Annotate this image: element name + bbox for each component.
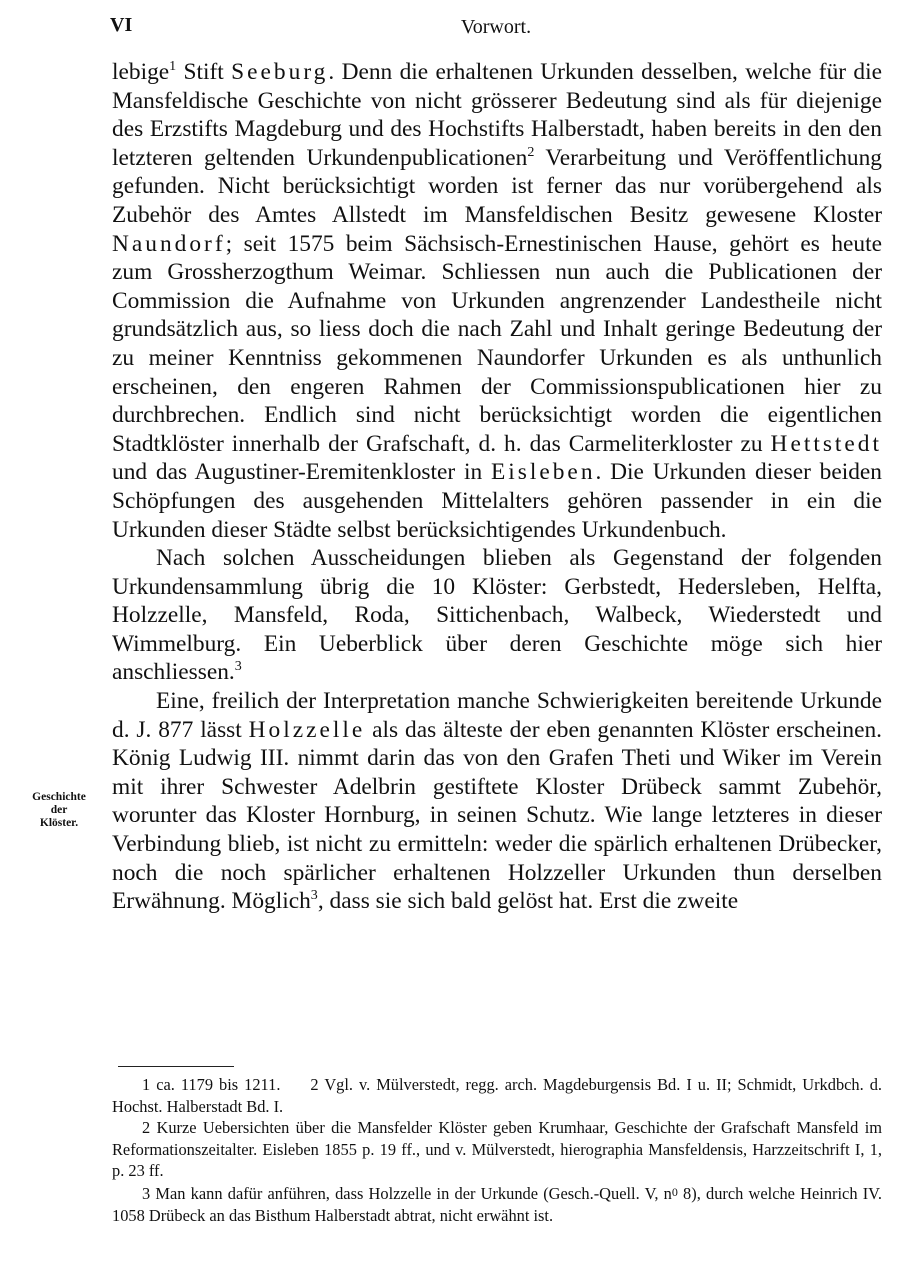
footnote-number: 3 <box>142 1183 151 1203</box>
superscript-zero: 0 <box>671 1184 678 1199</box>
text-run: lebige <box>112 59 170 85</box>
paragraph <box>112 58 882 544</box>
spaced-name: Eisleben <box>490 459 596 486</box>
page-header <box>110 14 882 44</box>
marginal-note-line: der <box>50 804 68 816</box>
footnote-text: Vgl. v. Mülverstedt, regg. arch. Magdeburgensis Bd. I u. II; Schmidt, Urkdbch. d. Hochst. Halberstadt Bd. I. <box>112 1075 883 1116</box>
text-run: Eine, freilich der Interpretation manche Schwierigkeiten bereitende Urkunde d. J. 877 lässt <box>112 688 882 743</box>
running-title: Vorwort. <box>460 16 532 38</box>
text-run: ; seit 1575 beim Sächsisch-Ernestinischen Hause, gehört es heute zum Grossherzogthum Weimar. Schliessen nun auch die Publicationen der Commission die Aufnahme von Urkunden angrenzender Landestheile nicht grundsätzlich aus, so liess doch die nach Zahl und Inhalt geringe Bedeutung der zu meiner Kenntniss gekommenen Naundorfer Urkunden es als unthunlich erscheinen, den engeren Rahmen der Commissionspublicationen hier zu durchbrechen. Endlich sind nicht berücksichtigt worden die eigentlichen Stadtklöster innerhalb der Grafschaft, d. h. das Carmeliterkloster zu <box>112 230 882 457</box>
text-run: Stift <box>176 59 232 85</box>
text-run: und das Augustiner-Eremitenkloster in <box>112 459 491 486</box>
footnote <box>112 1117 882 1182</box>
footnotes <box>112 1074 882 1226</box>
text-run: . Die Urkunden dieser beiden Schöpfungen des ausgehenden Mittelalters gehören passender in ein die Urkunden dieser Städte selbst berücksichtigendes Urkundenbuch. <box>112 459 883 543</box>
footnote-text: Man kann dafür anführen, dass Holzzelle in der Urkunde (Gesch.-Quell. V, n <box>150 1183 672 1203</box>
text-run: als das älteste der eben genannten Klöster erscheinen. König Ludwig III. nimmt darin das von den Grafen Theti und Wiker im Verein mit ihrer Schwester Adelbrin gestiftete Kloster Drübeck sammt Zubehör, worunter das Kloster Hornburg, in seinen Schutz. Wie lange letzteres in dieser Verbindung blieb, ist nicht zu ermitteln: weder die spärlich erhaltenen Drübecker, noch die noch spärlicher erhaltenen Holzzeller Urkunden thun derselben Erwähnung. Möglich <box>112 716 882 915</box>
paragraph <box>112 544 882 687</box>
footnote-marker: 1 <box>169 58 177 75</box>
spaced-name: Holzzelle <box>248 716 366 743</box>
text-run: Nach solchen Ausscheidungen blieben als Gegenstand der folgenden Urkundensammlung übrig die 10 Klöster: Gerbstedt, Hedersleben, Helfta, Holzzelle, Mansfeld, Roda, Sittichenbach, Walbeck, Wiederstedt und Wimmelburg. Ein Ueberblick über deren Geschichte möge sich hier anschliessen. <box>112 545 882 686</box>
text-run: Verarbeitung und Veröffentlichung gefunden. Nicht berücksichtigt worden ist ferner das nur vorübergehend als Zubehör des Amtes Allstedt im Mansfeldischen Besitz gewesene Kloster <box>112 144 882 228</box>
footnote-text: ca. 1179 bis 1211. <box>150 1075 281 1094</box>
text-run: , dass sie sich bald gelöst hat. Erst die zweite <box>317 888 739 915</box>
footnote-number: 2 <box>310 1075 319 1094</box>
footnote-text: 8), durch welche Heinrich IV. 1058 Drübeck an das Bisthum Halberstadt abtrat, nicht erwähnt ist. <box>112 1183 883 1225</box>
marginal-note-line: Klöster. <box>39 817 79 829</box>
page-number: VI <box>110 14 133 36</box>
footnote-marker: 3 <box>234 658 242 675</box>
footnote-marker: 2 <box>527 143 535 160</box>
spaced-name: Hettstedt <box>770 430 882 457</box>
spaced-name: Naundorf <box>112 230 226 257</box>
body-text <box>112 58 882 916</box>
text-run: . Denn die erhaltenen Urkunden desselben, welche für die Mansfeldische Geschichte von nicht grösserer Bedeutung sind als für diejenige des Erzstifts Magdeburg und des Hochstifts Halberstadt, haben bereits in den den letzteren geltenden Urkundenpublicationen <box>112 59 882 171</box>
paragraph <box>112 687 882 916</box>
footnote <box>112 1074 882 1117</box>
footnote-number: 2 <box>142 1118 151 1138</box>
footnote-number: 1 <box>142 1075 151 1094</box>
spaced-name: Seeburg <box>231 59 329 85</box>
footnote-text: Kurze Uebersichten über die Mansfelder Klöster geben Krumhaar, Geschichte der Grafschaft Mansfeld im Reformationszeitalter. Eisleben 1855 p. 19 ff., und v. Mülverstedt, hierographia Mansfeldensis, Harzzeitschrift I, 1, p. 23 ff. <box>112 1118 882 1181</box>
footnote <box>112 1182 882 1226</box>
marginal-note <box>14 791 104 830</box>
footnote-divider <box>118 1066 234 1067</box>
footnote-marker: 3 <box>310 887 318 904</box>
marginal-note-line: Geschichte <box>32 791 86 803</box>
